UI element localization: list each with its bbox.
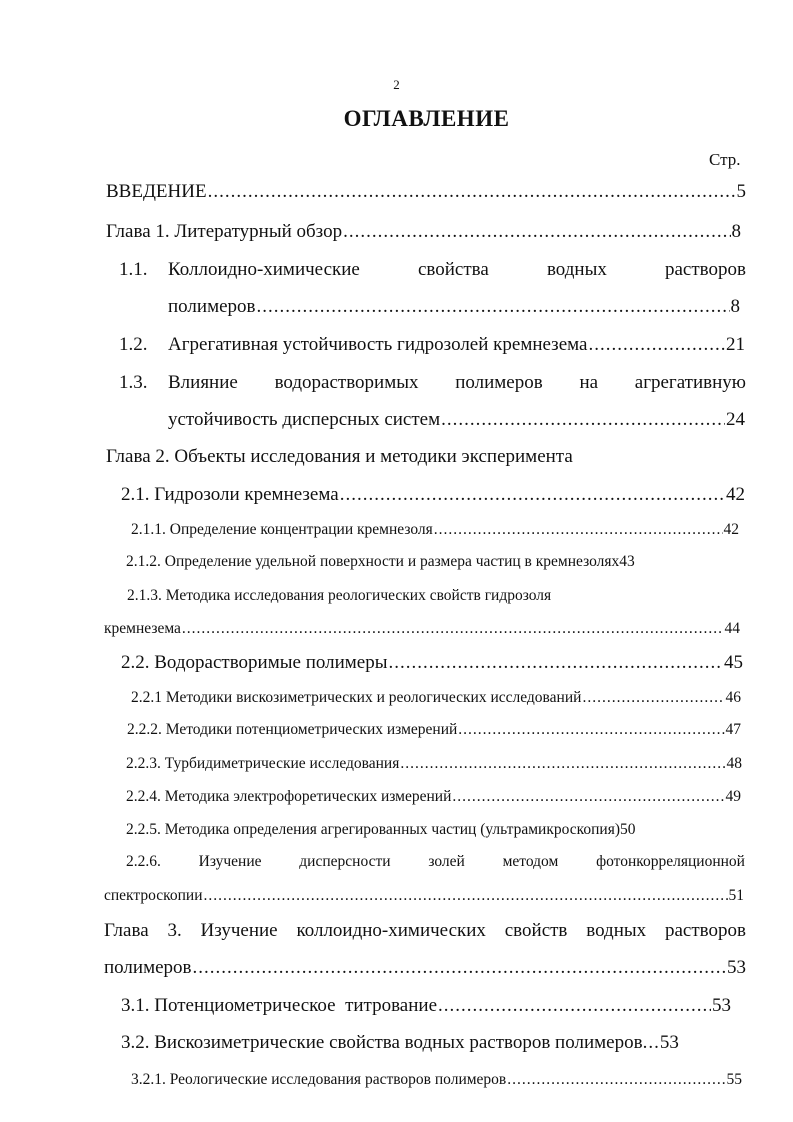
leader-dots (458, 721, 724, 739)
toc-entry-text: спектроскопии (104, 887, 203, 904)
toc-entry-text: 2.1.2. Определение удельной поверхности и размера частиц в кремнезолях (126, 553, 620, 570)
toc-word: Изучение (198, 853, 262, 870)
toc-entry-text: 2.2.4. Методика электрофоретических измерений (126, 788, 452, 805)
toc-entry-2-2-2[interactable] (127, 721, 741, 739)
toc-entry-chapter-3[interactable] (104, 920, 746, 942)
toc-entry-1-2[interactable] (168, 334, 745, 356)
toc-entry-text: 3.1. Потенциометрическое титрование (121, 995, 438, 1016)
toc-word: методом (502, 853, 559, 870)
toc-entry-intro[interactable] (106, 181, 746, 203)
toc-entry-1-1-cont[interactable] (168, 296, 740, 318)
leader-dots (438, 995, 711, 1017)
toc-entry-page: 46 (725, 689, 741, 706)
leader-dots (208, 181, 736, 203)
leader-dots (340, 484, 725, 506)
toc-entry-page: 49 (725, 788, 741, 805)
toc-entry-page: 55 (726, 1071, 742, 1088)
toc-entry-text: 2.1. Гидрозоли кремнезема (121, 484, 339, 505)
toc-entry-text: Агрегативная устойчивость гидрозолей кремнезема (168, 334, 588, 355)
toc-entry-page: 8 (731, 221, 741, 242)
leader-dots (507, 1071, 725, 1089)
toc-entry-text: 2.2.2. Методики потенциометрических измерений (127, 721, 458, 738)
toc-word: фотонкорреляционной (596, 853, 745, 870)
leader-dots (388, 652, 723, 674)
toc-word: свойств (504, 920, 568, 941)
toc-entry-page: 21 (726, 334, 745, 355)
toc-entry-text: 2.1.1. Определение концентрации кремнезоля (131, 521, 433, 538)
toc-entry-text: полимеров (104, 957, 192, 978)
toc-entry-2-1-1[interactable] (131, 521, 739, 539)
toc-entry-text: 3.2.1. Реологические исследования растворов полимеров (131, 1071, 507, 1088)
toc-entry-page: 51 (728, 887, 744, 904)
toc-entry-2-1[interactable] (121, 484, 745, 506)
leader-dots (182, 620, 724, 638)
toc-word: на (579, 372, 599, 393)
toc-entry-text: Глава 1. Литературный обзор (106, 221, 343, 242)
toc-word: Коллоидно-химические (168, 259, 360, 280)
toc-entry-2-2[interactable] (121, 652, 743, 674)
toc-entry-2-2-6[interactable] (126, 853, 745, 871)
leader-dots (434, 521, 723, 539)
toc-entry-page: 44 (724, 620, 740, 637)
toc-entry-2-2-4[interactable] (126, 788, 741, 806)
toc-entry-2-2-6-cont[interactable] (104, 887, 744, 905)
page-title: ОГЛАВЛЕНИЕ (343, 106, 510, 131)
page-column-label: Стр. (709, 150, 741, 169)
toc-entry-page: 48 (726, 755, 742, 772)
toc-word: полимеров (455, 372, 543, 393)
toc-entry-text: 2.1.3. Методика исследования реологических свойств гидрозоля (127, 587, 552, 604)
toc-entry-text: полимеров (168, 296, 256, 317)
toc-entry-chapter-3-cont[interactable] (104, 957, 746, 979)
toc-entry-text: ВВЕДЕНИЕ (106, 181, 207, 202)
toc-entry-number: 1.3. (119, 372, 148, 393)
toc-entry-text: устойчивость дисперсных систем (168, 409, 441, 430)
toc-word: растворов (664, 259, 746, 280)
leader-dots (343, 221, 730, 243)
toc-word: Влияние (168, 372, 238, 393)
toc-entry-text: 2.2.3. Турбидиметрические исследования (126, 755, 400, 772)
toc-entry-text: кремнезема (104, 620, 181, 637)
toc-word: свойства (417, 259, 489, 280)
toc-entry-2-1-3-cont[interactable] (104, 620, 740, 638)
toc-entry-text: 2.2. Водорастворимые полимеры (121, 652, 388, 673)
toc-word: Изучение (200, 920, 278, 941)
toc-word: коллоидно-химических (296, 920, 486, 941)
toc-entry-chapter-2[interactable] (106, 446, 573, 468)
leader-dots (588, 334, 725, 356)
toc-entry-3-2[interactable] (121, 1032, 679, 1054)
toc-entry-2-2-3[interactable] (126, 755, 742, 773)
toc-word: 3. (167, 920, 182, 941)
toc-word: растворов (664, 920, 746, 941)
toc-entry-3-1[interactable] (121, 995, 731, 1017)
toc-entry-number: 1.1. (119, 259, 148, 280)
leader-dots (204, 887, 728, 905)
toc-entry-3-2-1[interactable] (131, 1071, 742, 1089)
toc-entry-page: 8 (730, 296, 740, 317)
leader-dots (400, 755, 725, 773)
toc-entry-page: 5 (736, 181, 746, 202)
toc-entry-text: 2.2.5. Методика определения агрегированных частиц (ультрамикроскопия) (126, 821, 621, 838)
toc-entry-2-1-3[interactable] (127, 587, 551, 605)
leader-dots (257, 296, 730, 318)
leader-dots (441, 409, 725, 431)
toc-word: водорастворимых (274, 372, 419, 393)
toc-entry-text: 3.2. Вискозиметрические свойства водных растворов полимеров (121, 1032, 643, 1053)
toc-entry-1-3[interactable] (168, 372, 746, 394)
toc-entry-page: 45 (724, 652, 743, 673)
toc-entry-text: 2.2.1 Методики вискозиметрических и реологических исследований (131, 689, 582, 706)
toc-entry-page: 24 (726, 409, 745, 430)
leader-dots: ... (642, 1032, 660, 1053)
toc-entry-page: 53 (712, 995, 731, 1016)
toc-entry-page: 42 (726, 484, 745, 505)
toc-entry-2-2-5[interactable] (126, 821, 636, 839)
toc-entry-page: 53 (727, 957, 746, 978)
toc-word: водных (546, 259, 607, 280)
toc-entry-1-3-cont[interactable] (168, 409, 745, 431)
toc-entry-number: 1.2. (119, 334, 148, 355)
toc-entry-page: 53 (659, 1032, 679, 1053)
toc-word: водных (586, 920, 647, 941)
toc-entry-2-2-1[interactable] (131, 689, 741, 707)
page-number: 2 (393, 77, 400, 92)
toc-entry-text: Глава 2. Объекты исследования и методики эксперимента (106, 446, 573, 467)
toc-word: Глава (104, 920, 149, 941)
toc-word: дисперсности (299, 853, 391, 870)
leader-dots (452, 788, 724, 806)
toc-word: агрегативную (634, 372, 746, 393)
toc-entry-page: 42 (723, 521, 739, 538)
toc-word: золей (428, 853, 465, 870)
toc-entry-chapter-1[interactable] (106, 221, 741, 243)
toc-entry-page: 50 (620, 821, 636, 838)
leader-dots (193, 957, 727, 979)
leader-dots (582, 689, 724, 707)
toc-entry-1-1[interactable] (168, 259, 746, 281)
toc-entry-page: 47 (725, 721, 741, 738)
toc-entry-page: 43 (619, 553, 635, 570)
toc-entry-2-1-2[interactable] (126, 553, 635, 571)
toc-word: 2.2.6. (126, 853, 161, 870)
